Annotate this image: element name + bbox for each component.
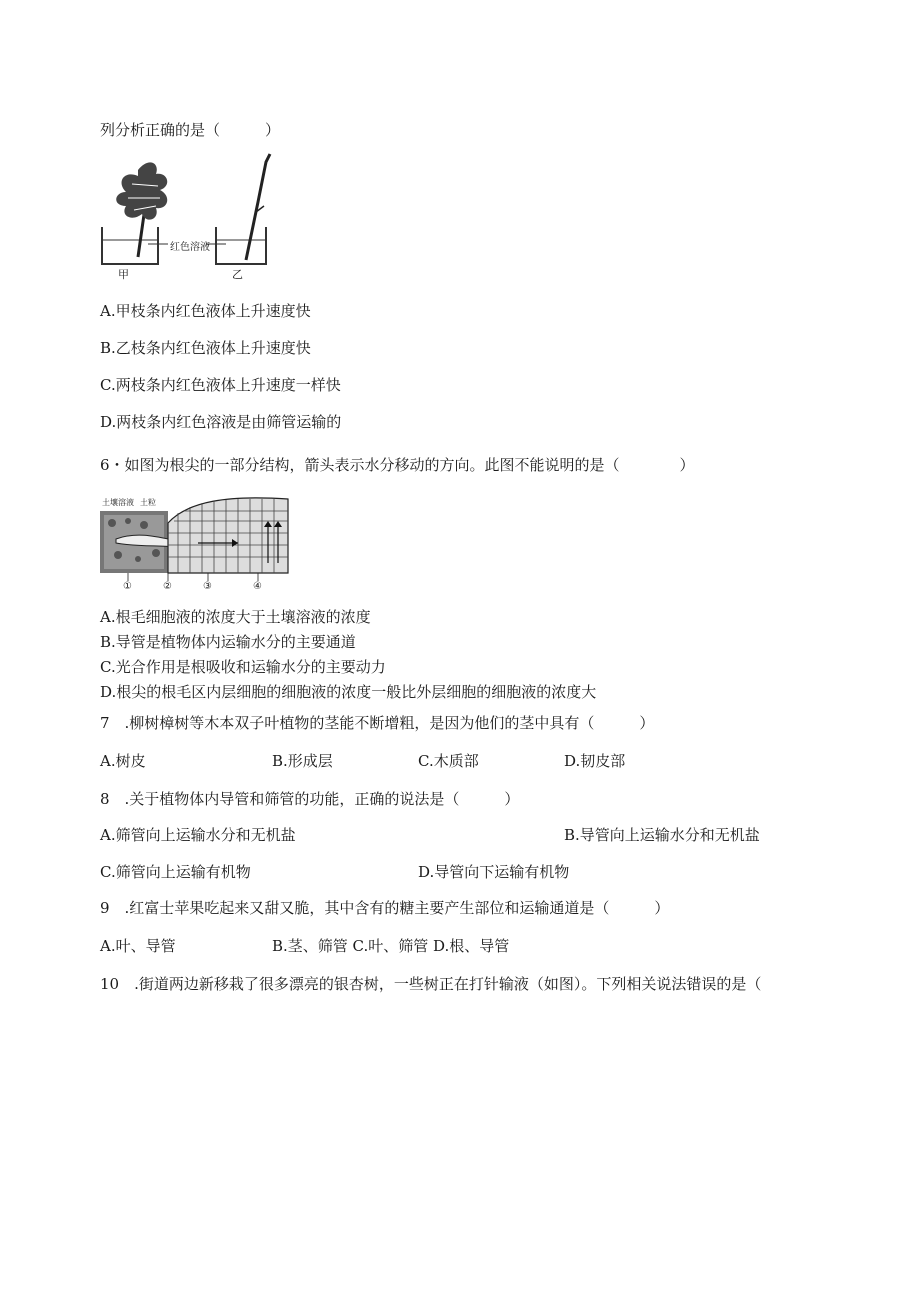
q5-option-b: B.乙枝条内红色液体上升速度快 [100,339,311,357]
q9-stem: 9 .红富士苹果吃起来又甜又脆，其中含有的糖主要产生部位和运输通道是（ ） [100,899,670,917]
marker-4: ④ [253,581,262,592]
q6-option-b: B.导管是植物体内运输水分的主要通道 [100,633,356,651]
q7-option-d: D.韧皮部 [564,752,626,770]
q5-option-d: D.两枝条内红色溶液是由筛管运输的 [100,413,342,431]
q7-stem: 7 .柳树樟树等木本双子叶植物的茎能不断增粗，是因为他们的茎中具有（ ） [100,714,655,732]
marker-2: ② [163,581,172,592]
q7-option-b: B.形成层 [272,752,333,770]
yi-label: 乙 [232,268,243,281]
q9-option-a: A.叶、导管 [100,937,176,955]
q10-stem: 10 .街道两边新移栽了很多漂亮的银杏树，一些树正在打针输液（如图）。下列相关说法错误的是（ [100,975,762,993]
q6-option-c: C.光合作用是根吸收和运输水分的主要动力 [100,658,386,676]
q8-option-b: B.导管向上运输水分和无机盐 [564,826,760,844]
marker-1: ① [123,581,132,592]
marker-3: ③ [203,581,212,592]
beaker-figure [98,152,288,282]
root-tip-figure [98,493,298,595]
q8-stem: 8 .关于植物体内导管和筛管的功能，正确的说法是（ ） [100,790,520,808]
q8-option-d: D.导管向下运输有机物 [418,863,570,881]
q5-option-a: A.甲枝条内红色液体上升速度快 [100,302,311,320]
q7-option-a: A.树皮 [100,752,146,770]
q6-option-a: A.根毛细胞液的浓度大于土壤溶液的浓度 [100,608,371,626]
root-tip-illustration [98,493,298,595]
q5-option-c: C.两枝条内红色液体上升速度一样快 [100,376,341,394]
jia-label: 甲 [118,268,129,281]
q8-option-a: A.筛管向上运输水分和无机盐 [100,826,296,844]
beaker-illustration [98,152,288,282]
q6-option-d: D.根尖的根毛区内层细胞的细胞液的浓度一般比外层细胞的细胞液的浓度大 [100,683,597,701]
q7-option-c: C.木质部 [418,752,479,770]
question-intro: 列分析正确的是（ ） [100,121,281,139]
soil-particle-label: 土粒 [140,498,156,507]
q9-option-bcd: B.茎、筛管 C.叶、筛管 D.根、导管 [272,937,510,955]
q6-stem: 6・如图为根尖的一部分结构，箭头表示水分移动的方向。此图不能说明的是（ ） [100,456,695,474]
solution-label: 红色溶液 [170,242,210,253]
soil-solution-label: 土壤溶液 [102,498,134,507]
q8-option-c: C.筛管向上运输有机物 [100,863,251,881]
